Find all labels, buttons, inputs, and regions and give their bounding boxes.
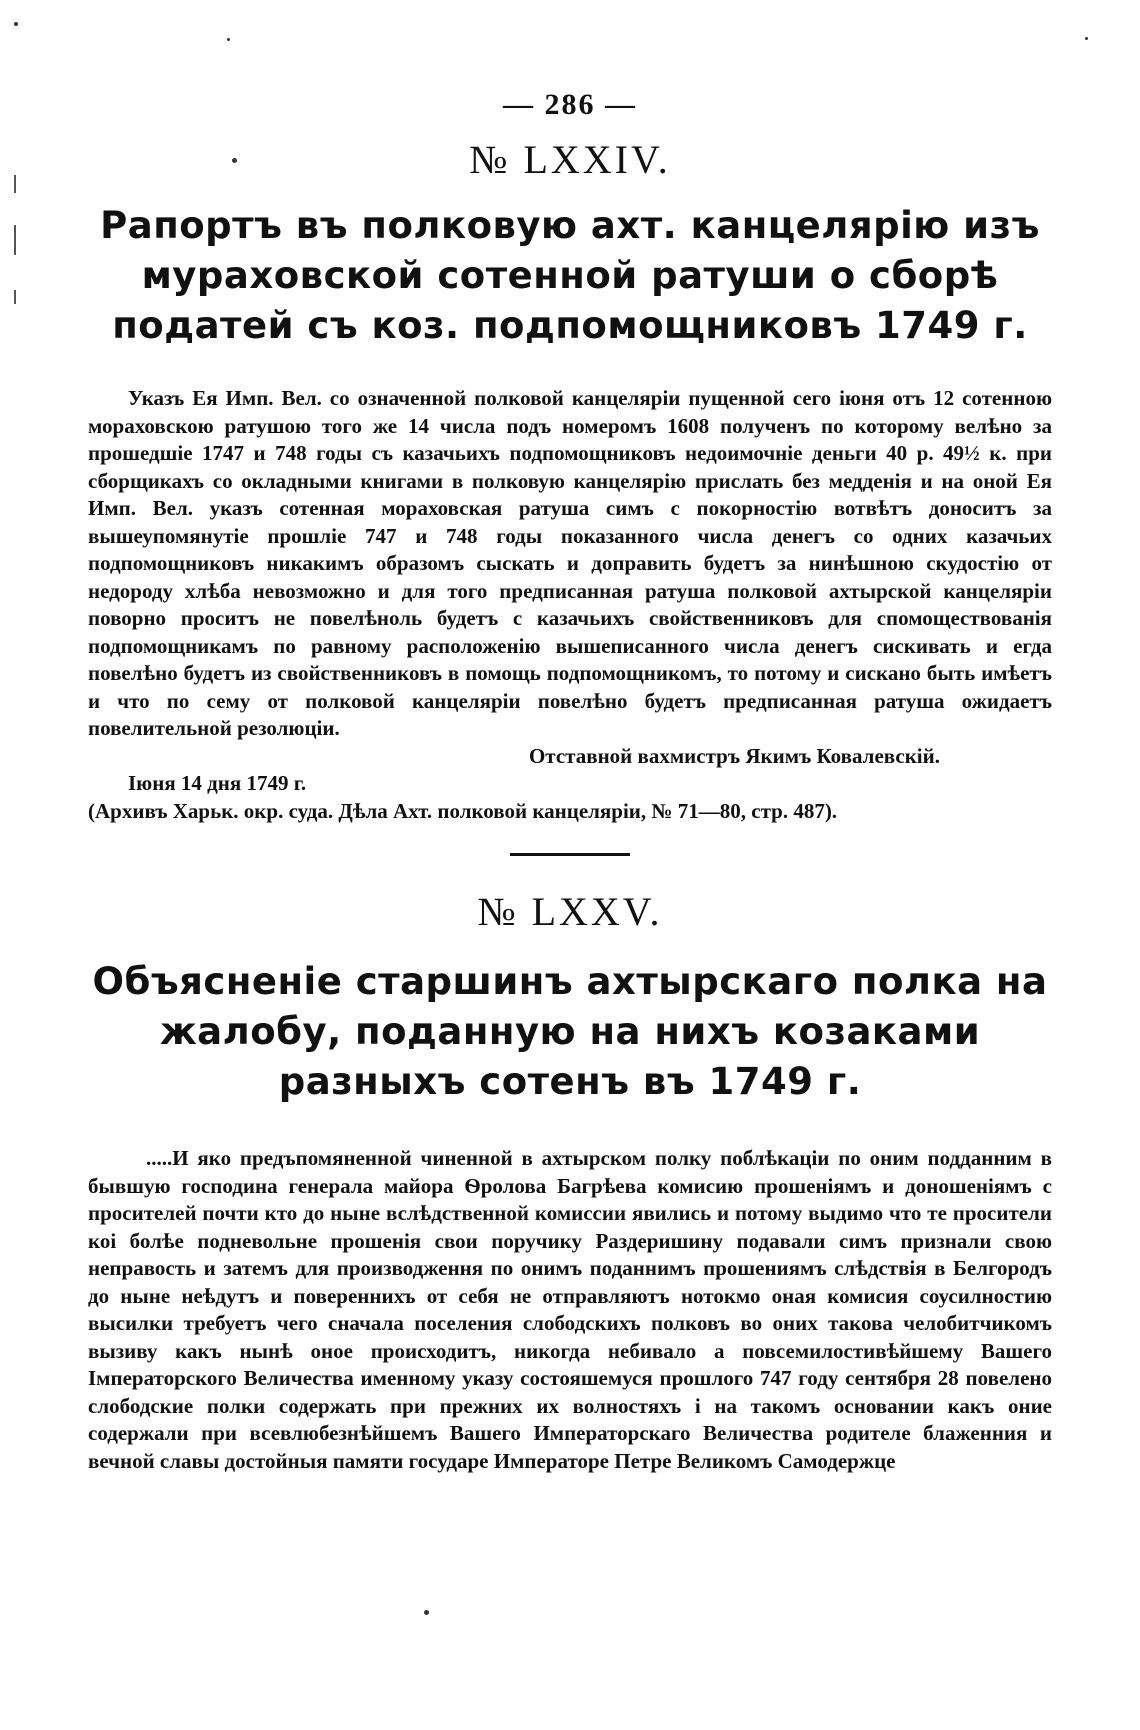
document-number: № LXXV.: [477, 889, 663, 934]
document-74: [70, 136, 1070, 825]
scan-speck: [227, 38, 230, 41]
document-body: .....И яко предъпомяненной чиненной в ахтырском полку поблѣкаціи по оним подданним в бывшую господина генерала майора Ѳролова Багрѣева комисию прошеніямъ и доношеніямъ с просителей почти кто до ныне вслѣдственной комиссии явились и потому выдимо что те просители коі болѣе подневольне прошенія свои поручику Раздеришину подавали симъ признали свою неправость и затемъ для производження по онимъ поданнимъ прошениямъ слѣдствія в Белгородъ до ныне неѣдутъ и повереннихъ от себя не отправляютъ нотокмо оная комисия соусилностию высилки требуетъ чего сначала поселения слободскихъ полковъ во оних такова челобитчикомъ вызиву какъ нынѣ оное происходитъ, никогда небивало а повсемилостивѣйшему Вашего Імператорского Величества именному указу состояшемуся прошлого 747 году сентября 28 повелено слободские полки содержать при прежних их волностяхъ і на такомъ основании какъ оние содержали при всевлюбезнѣйшемъ Вашего Императорскаго Величества родителе блаженния и вечной славы достойныя памяти государе Императоре Петре Великомъ Самодержце: [88, 1146, 1052, 1473]
document-page: [70, 88, 1070, 1475]
document-date: Іюня 14 дня 1749 г.: [128, 771, 307, 795]
scan-margin-mark: [14, 290, 16, 304]
archive-source: (Архивъ Харьк. окр. суда. Дѣла Ахт. полковой канцеляріи, № 71—80, стр. 487).: [88, 798, 838, 823]
document-75: [70, 888, 1070, 1475]
section-divider: [510, 853, 630, 856]
document-number: № LXXIV.: [469, 137, 671, 182]
scan-speck: [14, 22, 18, 26]
document-body: Указъ Ея Имп. Вел. со означенной полковой канцеляріи пущенной сего іюня отъ 12 сотенною мораховскою ратушою того же 14 числа подъ номеромъ 1608 полученъ по которому велѣно за прошедшіе 1747 и 748 годы съ казачьихъ подпомощниковъ недоимочніе деньги 40 р. 49½ к. при сборщикахъ со окладными книгами в полковую канцелярію прислать без медденія и на оной Ея Имп. Вел. указъ сотенная мораховская ратуша симъ с покорностію вотвѣтъ доноситъ за вышеупомянутіе прошліе 747 и 748 годы показанного числа денегъ со одних казачьих подпомощниковъ никакимъ образомъ сыскать и доправить будетъ за нинѣшною скудостію от недороду хлѣба невозможно и для того предписанная ратуша полковой ахтырской канцеляріи поворно проситъ не повелѣноль будетъ с казачьихъ свойственниковъ для спомоществованія подпомощникамъ по равному расположенію вышеписанного числа денегъ сискивать и егда повелѣно будетъ из свойственниковъ в помощь подпомощникомъ, то потому и сискано быть имѣетъ и что по сему от полковой канцеляріи повелѣно будетъ предписанная ратуша ожидаетъ повелительной резолюціи.: [88, 386, 1052, 740]
scan-margin-mark: [14, 225, 16, 255]
scan-margin-mark: [14, 175, 16, 193]
page-number: — 286 —: [503, 88, 637, 121]
document-title: Объясненіе старшинъ ахтырскаго полка на жалобу, поданную на нихъ козаками разныхъ сотенъ въ 1749 г.: [92, 960, 1048, 1103]
signature: Отставной вахмистръ Якимъ Ковалевскій.: [528, 743, 940, 768]
scan-speck: [1085, 37, 1088, 40]
scan-speck: [424, 1610, 429, 1615]
document-title: Рапортъ въ полковую ахт. канцелярію изъ мураховской сотенной ратуши о сборѣ податей съ коз. подпомощниковъ 1749 г.: [100, 204, 1040, 347]
